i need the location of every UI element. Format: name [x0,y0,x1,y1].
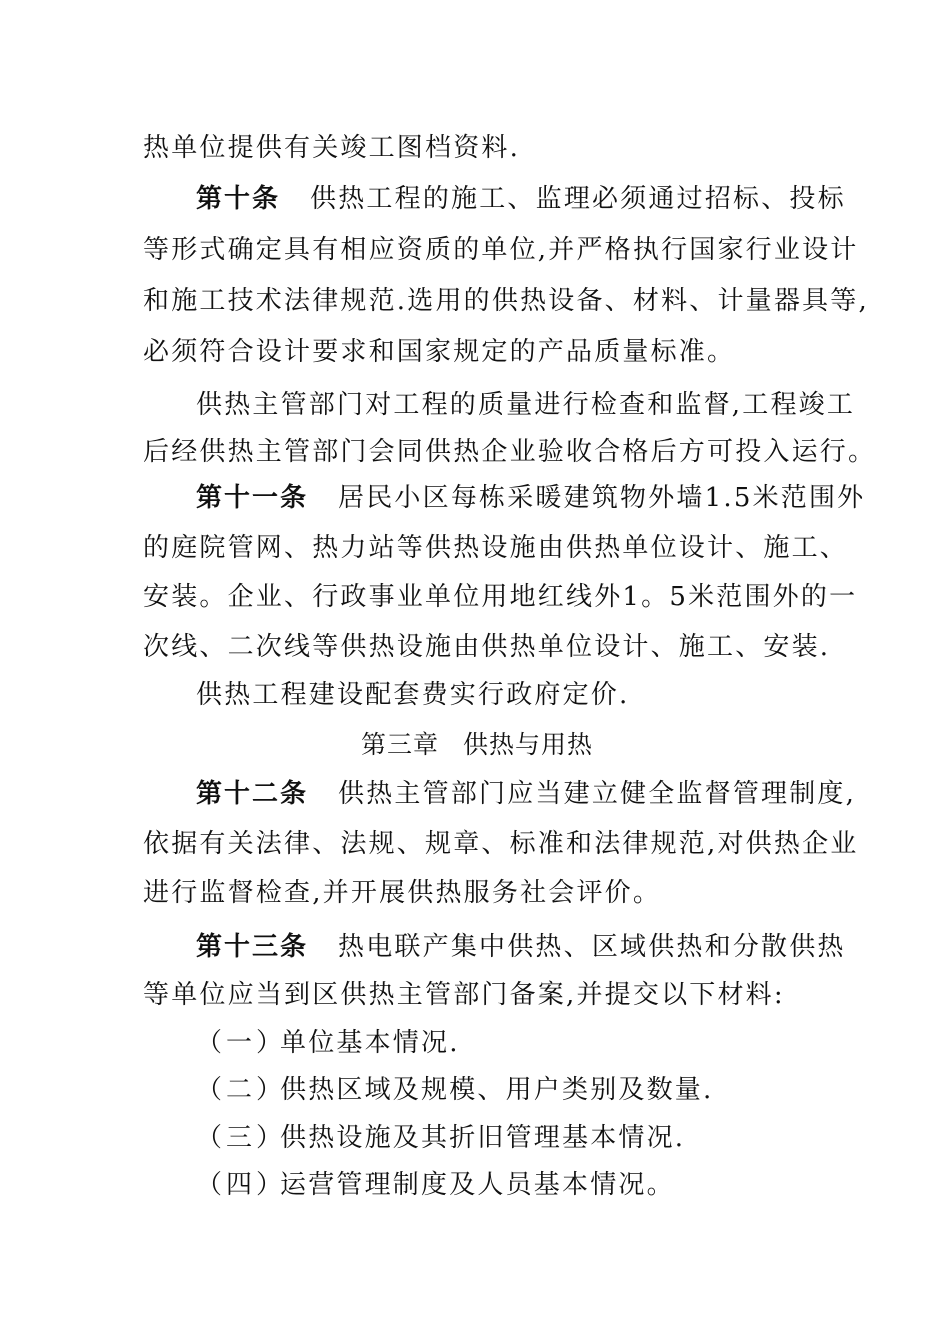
article-11-heading: 第十一条 [196,483,309,513]
chapter-number: 第三章 [361,730,440,759]
article-11-line-4 [143,630,830,664]
paragraph-text: 供热工程建设配套费实行政府定价. [196,680,630,710]
list-item-number: （二） [196,1075,287,1105]
list-item-text: 运营管理制度及人员基本情况。 [280,1170,675,1200]
chapter-heading [361,728,593,762]
article-12-heading: 第十二条 [196,779,309,809]
list-item-text: 供热区域及规模、用户类别及数量. [280,1075,714,1105]
paragraph-text: 次线、二次线等供热设施由供热单位设计、施工、安装. [143,632,831,662]
article-10-line-3 [143,284,869,318]
list-item [196,1026,460,1060]
article-11-line-3 [143,580,857,614]
list-item-text: 单位基本情况. [280,1028,460,1058]
paragraph-text: 和施工技术法律规范.选用的供热设备、材料、计量器具等, [143,286,869,316]
paragraph-text: 进行监督检查,并开展供热服务社会评价。 [143,878,662,908]
paragraph-text: 居民小区每栋采暖建筑物外墙1.5米范围外 [338,483,866,513]
article-10-line-4 [143,335,735,369]
paragraph-text: 供热工程的施工、监理必须通过招标、投标 [310,184,846,214]
article-10-line-2 [143,233,858,267]
article-11-line-1 [196,481,865,515]
paragraph-line [143,435,876,469]
paragraph-line [143,131,520,165]
paragraph-line [196,678,629,712]
paragraph-text: 热单位提供有关竣工图档资料. [143,133,521,163]
list-item-number: （四） [196,1170,287,1200]
article-13-line-1 [196,930,846,964]
article-12-line-3 [143,876,661,910]
article-13-heading: 第十三条 [196,932,309,962]
list-item-number: （三） [196,1123,287,1153]
list-item-text: 供热设施及其折旧管理基本情况. [280,1123,686,1153]
list-item [196,1121,685,1155]
paragraph-text: 等单位应当到区供热主管部门备案,并提交以下材料: [143,980,785,1010]
paragraph-text: 依据有关法律、法规、规章、标准和法律规范,对供热企业 [143,829,859,859]
article-11-line-2 [143,531,848,565]
paragraph-text: 供热主管部门对工程的质量进行检查和监督,工程竣工 [196,390,856,420]
article-10-line-1 [196,182,846,216]
paragraph-text: 后经供热主管部门会同供热企业验收合格后方可投入运行。 [143,437,877,467]
paragraph-text: 等形式确定具有相应资质的单位,并严格执行国家行业设计 [143,235,859,265]
paragraph-text: 供热主管部门应当建立健全监督管理制度, [338,779,857,809]
list-item-number: （一） [196,1028,287,1058]
article-10-heading: 第十条 [196,184,281,214]
paragraph-text: 安装。企业、行政事业单位用地红线外1。5米范围外的一 [143,582,858,612]
paragraph-line [196,388,855,422]
paragraph-text: 的庭院管网、热力站等供热设施由供热单位设计、施工、 [143,533,849,563]
article-12-line-2 [143,827,858,861]
list-item [196,1073,713,1107]
list-item [196,1168,675,1202]
chapter-title: 供热与用热 [463,730,594,759]
article-12-line-1 [196,777,856,811]
paragraph-text: 必须符合设计要求和国家规定的产品质量标准。 [143,337,736,367]
paragraph-text: 热电联产集中供热、区域供热和分散供热 [338,932,846,962]
article-13-line-2 [143,978,785,1012]
